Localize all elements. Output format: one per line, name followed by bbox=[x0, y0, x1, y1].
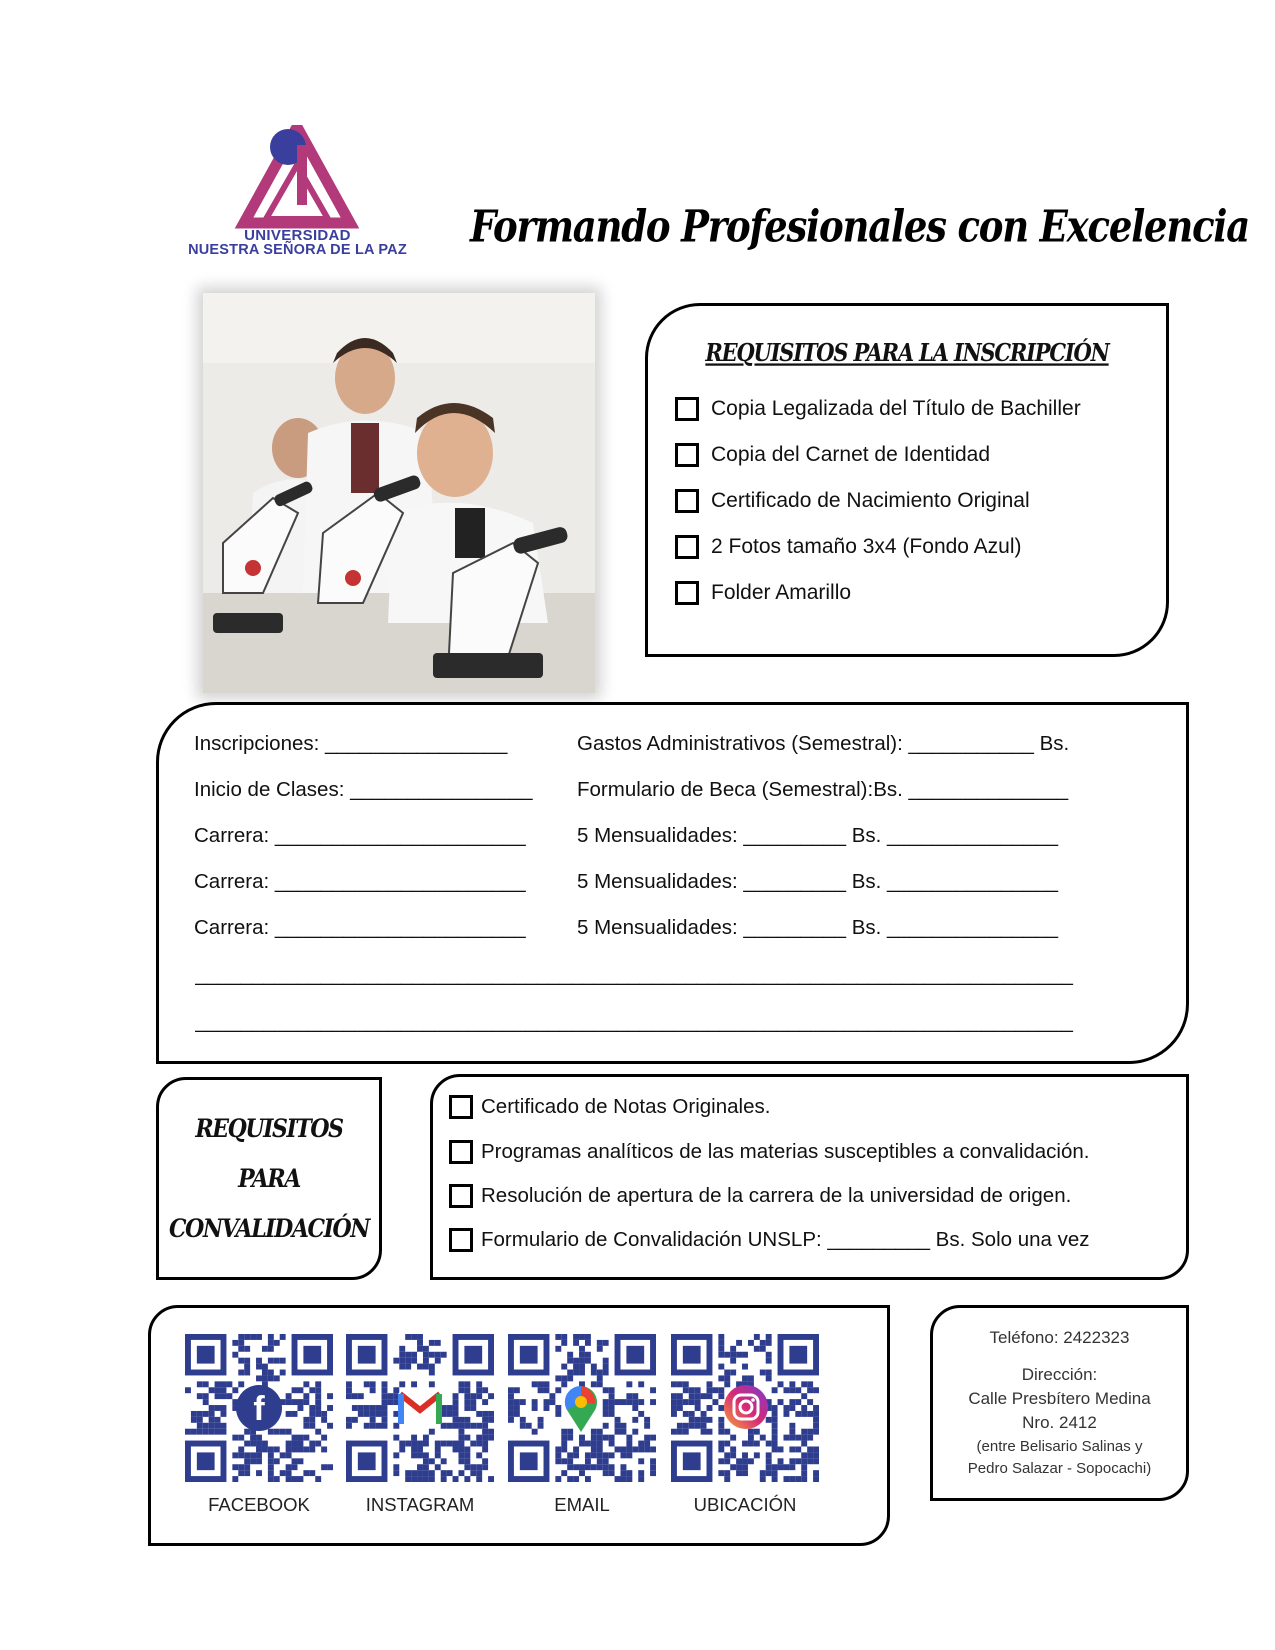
maps-pin-icon bbox=[561, 1382, 601, 1434]
convalidation-label-box bbox=[156, 1077, 382, 1280]
address-area: Pedro Salazar - Sopocachi) bbox=[967, 1460, 1152, 1477]
checklist-item bbox=[449, 1140, 1089, 1164]
inscription-requirements-box bbox=[645, 303, 1169, 657]
logo-emblem-icon bbox=[180, 125, 415, 230]
address-number: Nro. 2412 bbox=[1022, 1413, 1097, 1432]
convalidation-requirements-box bbox=[430, 1074, 1189, 1280]
slogan-heading: Formando Profesionales con Excelencia bbox=[470, 200, 1250, 252]
address-street: Calle Presbítero Medina bbox=[968, 1389, 1151, 1408]
career-field[interactable]: Carrera: ______________________ bbox=[194, 916, 526, 939]
students-lab-photo bbox=[203, 293, 595, 693]
class-start-field[interactable]: Inicio de Clases: ________________ bbox=[194, 778, 533, 801]
checklist-item-label: Copia Legalizada del Título de Bachiller bbox=[711, 397, 1081, 420]
monthly-payments-field[interactable]: 5 Mensualidades: _________ Bs. _______________ bbox=[577, 870, 1059, 893]
inscriptions-field[interactable]: Inscripciones: ________________ bbox=[194, 732, 508, 755]
facebook-icon bbox=[235, 1384, 283, 1432]
checkbox[interactable] bbox=[449, 1184, 473, 1208]
blank-line[interactable]: _____________________________________________________________________________ bbox=[195, 1010, 1073, 1033]
career-field[interactable]: Carrera: ______________________ bbox=[194, 824, 526, 847]
logo-line-1: UNIVERSIDAD bbox=[244, 227, 351, 244]
checkbox[interactable] bbox=[449, 1095, 473, 1119]
facebook-label: FACEBOOK bbox=[208, 1494, 310, 1515]
address-between: (entre Belisario Salinas y bbox=[976, 1438, 1143, 1455]
checklist-item bbox=[675, 432, 1081, 478]
social-qr-box bbox=[148, 1305, 890, 1546]
contact-box bbox=[930, 1305, 1189, 1501]
checklist-item bbox=[449, 1095, 770, 1119]
university-logo bbox=[180, 125, 415, 260]
checklist-item bbox=[449, 1184, 1071, 1208]
checklist-item-label: 2 Fotos tamaño 3x4 (Fondo Azul) bbox=[711, 535, 1022, 558]
phone-number: Teléfono: 2422323 bbox=[989, 1328, 1130, 1347]
checkbox[interactable] bbox=[675, 535, 699, 559]
convalidation-label-line: REQUISITOS bbox=[195, 1114, 343, 1144]
convalidation-label-line: PARA bbox=[238, 1164, 300, 1194]
checkbox[interactable] bbox=[675, 397, 699, 421]
instagram-icon bbox=[723, 1384, 769, 1430]
blank-line[interactable]: _____________________________________________________________________________ bbox=[195, 963, 1073, 986]
checklist-item bbox=[675, 524, 1081, 570]
checkbox[interactable] bbox=[449, 1228, 473, 1252]
checklist-item bbox=[675, 386, 1081, 432]
inscription-checklist bbox=[675, 386, 1081, 616]
checkbox[interactable] bbox=[675, 581, 699, 605]
checklist-item bbox=[675, 570, 1081, 616]
checkbox[interactable] bbox=[675, 443, 699, 467]
convalidation-label-line: CONVALIDACIÓN bbox=[169, 1214, 369, 1244]
checklist-item bbox=[675, 478, 1081, 524]
checklist-item-label: Certificado de Nacimiento Original bbox=[711, 489, 1030, 512]
checklist-item-label: Formulario de Convalidación UNSLP: _________ Bs. Solo una vez bbox=[481, 1228, 1090, 1251]
checklist-item-label: Copia del Carnet de Identidad bbox=[711, 443, 991, 466]
address-label: Dirección: bbox=[1021, 1365, 1098, 1384]
checklist-item-label: Resolución de apertura de la carrera de la universidad de origen. bbox=[481, 1184, 1072, 1207]
email-label: EMAIL bbox=[554, 1494, 610, 1515]
fees-form-box bbox=[156, 702, 1189, 1064]
checkbox[interactable] bbox=[449, 1140, 473, 1164]
monthly-payments-field[interactable]: 5 Mensualidades: _________ Bs. _______________ bbox=[577, 916, 1059, 939]
logo-line-2: NUESTRA SEÑORA DE LA PAZ bbox=[188, 242, 407, 258]
instagram-label: INSTAGRAM bbox=[365, 1494, 475, 1515]
checklist-item bbox=[449, 1228, 1090, 1252]
admin-fees-field[interactable]: Gastos Administrativos (Semestral): ___________ Bs. bbox=[577, 732, 1070, 755]
checklist-item-label: Folder Amarillo bbox=[711, 581, 852, 604]
monthly-payments-field[interactable]: 5 Mensualidades: _________ Bs. _______________ bbox=[577, 824, 1059, 847]
inscription-requirements-title: REQUISITOS PARA LA INSCRIPCIÓN bbox=[705, 338, 1109, 367]
location-label: UBICACIÓN bbox=[693, 1494, 797, 1515]
gmail-icon bbox=[396, 1388, 444, 1428]
svg-text:f: f bbox=[253, 1390, 265, 1428]
career-field[interactable]: Carrera: ______________________ bbox=[194, 870, 526, 893]
checklist-item-label: Certificado de Notas Originales. bbox=[481, 1095, 771, 1118]
checkbox[interactable] bbox=[675, 489, 699, 513]
scholarship-form-field[interactable]: Formulario de Beca (Semestral):Bs. ______________ bbox=[577, 778, 1069, 801]
checklist-item-label: Programas analíticos de las materias susceptibles a convalidación. bbox=[481, 1140, 1090, 1163]
